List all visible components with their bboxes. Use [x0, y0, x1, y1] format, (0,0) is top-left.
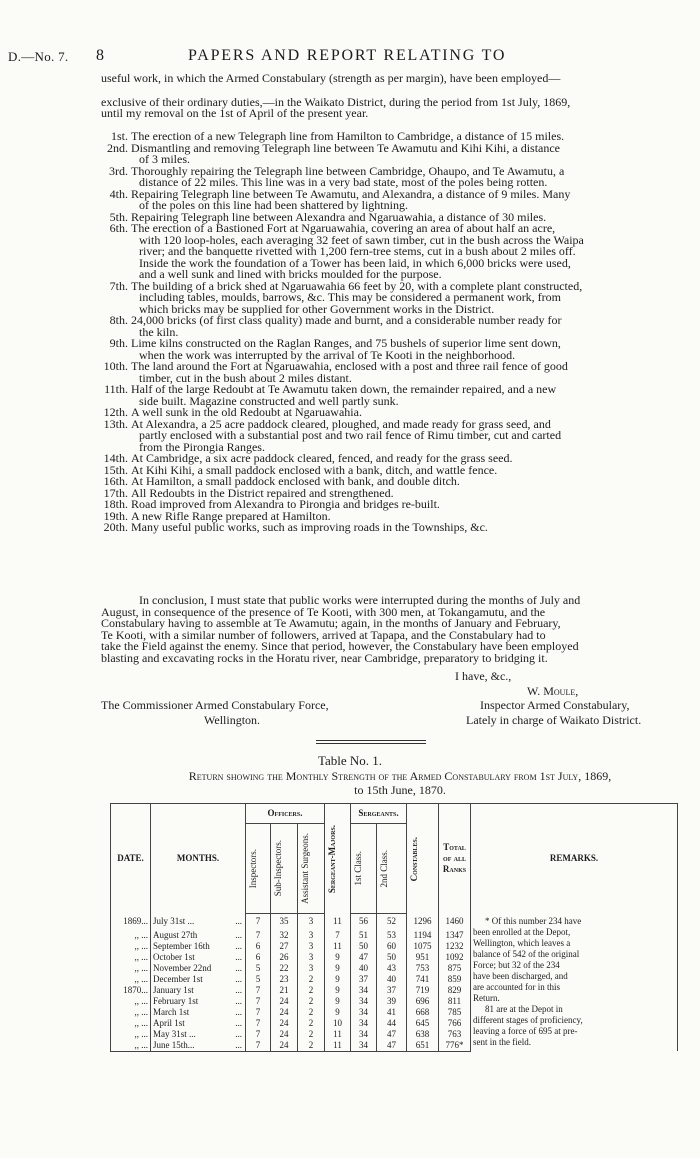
remarks-line: balance of 542 of the original: [473, 948, 580, 959]
cell-c1: 34: [351, 1007, 377, 1018]
cell-asst: 2: [298, 1007, 325, 1018]
column-header-2nd-class: 2nd Class.: [377, 824, 407, 914]
item-number: 5th.: [109, 209, 128, 224]
cell-month: [151, 914, 246, 930]
cell-const: 696: [407, 996, 439, 1007]
work-item-continuation: partly enclosed with a substantial post and two rail fence of Rimu timber, cut and carted: [139, 428, 562, 442]
divider: [316, 743, 426, 744]
item-text: At Alexandra, a 25 acre paddock cleared, ploughed, and made ready for grass seed, and: [131, 416, 551, 431]
leader-dots: ...: [235, 951, 242, 962]
item-text: A new Rifle Range prepared at Hamilton.: [131, 508, 331, 523]
cell-sm: 9: [325, 963, 351, 974]
month-label: February 1st: [153, 995, 199, 1006]
item-number: 12th.: [103, 405, 128, 419]
leader-dots: ...: [235, 929, 242, 940]
cell-total: 1092: [439, 952, 471, 963]
cell-total: 785: [439, 1007, 471, 1018]
table-row: [111, 914, 678, 930]
work-item-continuation: timber, cut in the bush about 2 miles distant.: [139, 370, 352, 385]
cell-total: 1347: [439, 930, 471, 941]
item-text: Many useful public works, such as improving roads in the Townships, &c.: [131, 520, 488, 534]
month-label: April 1st: [153, 1017, 185, 1028]
cell-sub: 24: [271, 1018, 298, 1029]
leader-dots: ...: [235, 995, 242, 1006]
column-group-officers: Officers.: [246, 804, 325, 824]
month-label: October 1st: [153, 951, 195, 962]
leader-dots: ...: [235, 984, 242, 995]
work-item-continuation: river; and the banquette rivetted with 1,200 fern-tree stems, cut in a bush about 2 miles off.: [139, 244, 576, 258]
item-number: 15th.: [103, 462, 128, 477]
cell-c1: 34: [351, 1018, 377, 1029]
item-text: Dismantling and removing Telegraph line between Te Awamutu and Kihi Kihi, a distance: [131, 140, 561, 155]
remarks-line: Return.: [473, 992, 500, 1003]
cell-c1: 56: [351, 914, 377, 930]
work-item-continuation: of 3 miles.: [139, 152, 190, 166]
cell-sm: 11: [325, 941, 351, 952]
item-number: 10th.: [103, 359, 128, 373]
cell-c2: 39: [377, 996, 407, 1007]
addressee-location: Wellington.: [204, 713, 261, 727]
month-label: September 16th: [153, 940, 210, 951]
item-number: 18th.: [103, 497, 128, 511]
cell-sub: 24: [271, 1040, 298, 1052]
cell-const: 651: [407, 1040, 439, 1052]
conclusion-line: blasting and excavating rocks in the Horatu river, near Cambridge, preparatory to bridging it.: [101, 650, 548, 665]
cell-const: 741: [407, 974, 439, 985]
column-header-sergeant-majors: Sergeant-Majors.: [325, 804, 351, 914]
signatory-title: Inspector Armed Constabulary,: [480, 698, 630, 712]
cell-asst: 3: [298, 914, 325, 930]
item-number: 14th.: [103, 451, 128, 465]
cell-asst: 2: [298, 1040, 325, 1052]
cell-insp: 5: [246, 963, 271, 974]
cell-insp: 7: [246, 914, 271, 930]
cell-asst: 3: [298, 952, 325, 963]
column-header-sub-inspectors: Sub-Inspectors.: [271, 824, 298, 914]
cell-total: 859: [439, 974, 471, 985]
cell-const: 668: [407, 1007, 439, 1018]
cell-insp: 7: [246, 985, 271, 996]
item-number: 11th.: [104, 382, 128, 396]
cell-c2: 47: [377, 1029, 407, 1040]
column-header-constables: Constables.: [407, 804, 439, 914]
cell-c2: 40: [377, 974, 407, 985]
conclusion-line: August, in consequence of the presence of Te Kooti, with 300 men, at Tokangamutu, and the: [101, 604, 546, 619]
cell-sm: 11: [325, 1029, 351, 1040]
column-header-remarks: REMARKS.: [471, 804, 678, 914]
work-item-continuation: which bricks may be supplied for other Government works in the District.: [139, 301, 495, 316]
work-item-continuation: including tables, moulds, barrows, &c. This may be considered a permanent work, from: [139, 290, 562, 304]
cell-insp: 7: [246, 1007, 271, 1018]
month-label: June 15th...: [153, 1039, 195, 1050]
leader-dots: ...: [235, 1039, 242, 1050]
cell-c2: 44: [377, 1018, 407, 1029]
cell-sub: 22: [271, 963, 298, 974]
leader-dots: ...: [235, 1028, 242, 1039]
conclusion-line: In conclusion, I must state that public works were interrupted during the months of July and: [139, 593, 581, 607]
cell-c2: 60: [377, 941, 407, 952]
cell-sm: 9: [325, 996, 351, 1007]
leader-dots: ...: [235, 1017, 242, 1028]
cell-sm: 9: [325, 985, 351, 996]
item-number: 17th.: [103, 485, 128, 500]
cell-asst: 2: [298, 974, 325, 985]
item-text: At Hamilton, a small paddock enclosed with bank, and double ditch.: [131, 474, 460, 488]
cell-date: ,, ...: [111, 963, 151, 974]
column-header-total: Total of all Ranks: [439, 804, 471, 914]
cell-c2: 47: [377, 1040, 407, 1052]
item-text: All Redoubts in the District repaired and strengthened.: [131, 485, 394, 500]
table-title: Table No. 1.: [317, 753, 383, 768]
work-item-continuation: from the Pirongia Ranges.: [139, 439, 265, 454]
work-item-continuation: and a well sunk and lined with bricks moulded for the purpose.: [139, 267, 442, 281]
work-item-continuation: the kiln.: [139, 324, 179, 339]
intro-paragraph: [101, 73, 570, 120]
cell-const: 1194: [407, 930, 439, 941]
item-text: The erection of a new Telegraph line from Hamilton to Cambridge, a distance of 15 miles.: [131, 129, 565, 143]
column-header-inspectors: Inspectors.: [246, 824, 271, 914]
month-label: July 31st ...: [153, 916, 195, 926]
cell-insp: 7: [246, 930, 271, 941]
intro-line: exclusive of their ordinary duties,—in the Waikato District, during the period from 1st July, 1869,: [101, 94, 571, 109]
page-header: [8, 47, 684, 69]
cell-c1: 40: [351, 963, 377, 974]
table-subtitle: to 15th June, 1870.: [354, 783, 446, 797]
cell-c2: 37: [377, 985, 407, 996]
conclusion-line: Te Kooti, with a similar number of followers, arrived at Tapapa, and the Constabulary had to: [101, 627, 546, 642]
cell-date: ,, ...: [111, 974, 151, 985]
remarks-line: leaving a force of 695 at pre-: [473, 1025, 578, 1036]
cell-month: [151, 985, 246, 996]
leader-dots: ...: [235, 962, 242, 973]
remarks-line: different stages of proficiency,: [473, 1014, 583, 1025]
conclusion-line: Constabulary having to assemble at Te Awamutu; again, in the months of January and February,: [101, 616, 561, 630]
item-text: Repairing Telegraph line between Te Awamutu, and Alexandra, a distance of 9 miles. Many: [131, 186, 571, 201]
cell-sub: 24: [271, 1007, 298, 1018]
cell-sub: 24: [271, 1029, 298, 1040]
item-number: 1st.: [110, 129, 128, 143]
month-label: August 27th: [153, 929, 198, 940]
conclusion-paragraph: [101, 595, 580, 664]
cell-asst: 3: [298, 930, 325, 941]
cell-c2: 41: [377, 1007, 407, 1018]
cell-asst: 3: [298, 941, 325, 952]
cell-asst: 2: [298, 1018, 325, 1029]
cell-total: 875: [439, 963, 471, 974]
cell-c1: 34: [351, 996, 377, 1007]
cell-sub: 24: [271, 996, 298, 1007]
closing: I have, &c.,: [455, 669, 512, 683]
cell-insp: 6: [246, 952, 271, 963]
month-label: December 1st: [153, 973, 203, 984]
item-number: 4th.: [109, 186, 128, 201]
item-text: Lime kilns constructed on the Raglan Ranges, and 75 bushels of superior lime sent down,: [131, 336, 561, 350]
cell-month: [151, 996, 246, 1007]
cell-asst: 3: [298, 963, 325, 974]
month-label: March 1st: [153, 1006, 190, 1017]
work-item: [101, 522, 584, 534]
item-text: A well sunk in the old Redoubt at Ngaruawahia.: [131, 405, 362, 419]
cell-asst: 2: [298, 985, 325, 996]
cell-const: 1075: [407, 941, 439, 952]
item-text: Half of the large Redoubt at Te Awamutu taken down, the remainder repaired, and a new: [131, 382, 557, 396]
month-label: November 22nd: [153, 962, 212, 973]
cell-month: [151, 930, 246, 941]
cell-c1: 37: [351, 974, 377, 985]
cell-const: 645: [407, 1018, 439, 1029]
cell-total: 811: [439, 996, 471, 1007]
leader-dots: ...: [235, 940, 242, 951]
cell-c2: 53: [377, 930, 407, 941]
cell-sub: 23: [271, 974, 298, 985]
cell-total: 1232: [439, 941, 471, 952]
addressee: The Commissioner Armed Constabulary Force,: [101, 698, 329, 712]
cell-total: 776*: [439, 1040, 471, 1052]
cell-month: [151, 1029, 246, 1040]
work-item-continuation: Inside the work the foundation of a Tower has been laid, in which 6,000 bricks were used,: [139, 255, 571, 270]
remarks-line: * Of this number 234 have: [485, 915, 582, 926]
cell-asst: 2: [298, 996, 325, 1007]
work-item-continuation: distance of 22 miles. This line was in a very bad state, most of the poles being rotten.: [139, 175, 548, 189]
cell-date: ,, ...: [111, 1029, 151, 1040]
item-text: Repairing Telegraph line between Alexandra and Ngaruawahia, a distance of 30 miles.: [131, 209, 547, 224]
cell-total: 763: [439, 1029, 471, 1040]
item-text: Thoroughly repairing the Telegraph line between Cambridge, Ohaupo, and Te Awamutu, a: [131, 163, 565, 178]
item-number: 13th.: [103, 416, 128, 431]
item-number: 6th.: [109, 221, 128, 235]
work-item-continuation: with 120 loop-holes, each averaging 32 feet of sawn timber, cut in the bush across the Waipa: [139, 232, 584, 247]
cell-sm: 9: [325, 974, 351, 985]
cell-date: ,, ...: [111, 941, 151, 952]
page-number: 8: [96, 47, 104, 64]
cell-month: [151, 952, 246, 963]
remarks-line: Wellington, which leaves a: [473, 937, 571, 948]
remarks-line: sent in the field.: [473, 1036, 531, 1047]
cell-sm: 9: [325, 1007, 351, 1018]
cell-sub: 32: [271, 930, 298, 941]
cell-total: 829: [439, 985, 471, 996]
month-label: January 1st: [153, 984, 194, 995]
cell-date: ,, ...: [111, 930, 151, 941]
cell-month: [151, 974, 246, 985]
cell-sm: 9: [325, 952, 351, 963]
remarks-line: are accounted for in this: [473, 981, 560, 992]
item-number: 20th.: [103, 520, 128, 534]
cell-month: [151, 1040, 246, 1052]
leader-dots: ...: [235, 916, 242, 926]
column-header-assistant-surgeons: Assistant Surgeons.: [298, 824, 325, 914]
item-text: Road improved from Alexandra to Pirongia and bridges re-built.: [131, 497, 440, 511]
work-item-continuation: when the work was interrupted by the arrival of Te Kooti in the neighborhood.: [139, 347, 516, 362]
signatory-name: W. Moule,: [527, 684, 579, 698]
cell-c1: 50: [351, 941, 377, 952]
cell-insp: 7: [246, 1018, 271, 1029]
item-number: 16th.: [103, 474, 128, 488]
cell-c1: 47: [351, 952, 377, 963]
cell-month: [151, 963, 246, 974]
cell-sm: 11: [325, 1040, 351, 1052]
month-label: May 31st ...: [153, 1028, 196, 1039]
cell-c1: 51: [351, 930, 377, 941]
work-item-continuation: of the poles on this line had been shattered by lightning.: [139, 198, 408, 212]
cell-date: 1869...: [111, 914, 151, 930]
column-header-1st-class: 1st Class.: [351, 824, 377, 914]
cell-total: 1460: [439, 914, 471, 930]
cell-date: ,, ...: [111, 996, 151, 1007]
cell-c1: 34: [351, 1040, 377, 1052]
column-header-date: DATE.: [111, 804, 151, 914]
cell-c1: 34: [351, 985, 377, 996]
cell-insp: 7: [246, 1040, 271, 1052]
item-number: 19th.: [103, 508, 128, 523]
cell-date: ,, ...: [111, 952, 151, 963]
cell-sub: 26: [271, 952, 298, 963]
cell-const: 1296: [407, 914, 439, 930]
cell-date: ,, ...: [111, 1007, 151, 1018]
cell-c2: 43: [377, 963, 407, 974]
remarks-line: been enrolled at the Depot,: [473, 926, 571, 937]
item-number: 3rd.: [109, 163, 128, 178]
intro-line: useful work, in which the Armed Constabulary (strength as per margin), have been employed—: [101, 71, 561, 85]
strength-table: [110, 803, 678, 1052]
signatory-title: Lately in charge of Waikato District.: [466, 713, 642, 727]
remarks-cell: [471, 914, 678, 1052]
cell-total: 766: [439, 1018, 471, 1029]
cell-sub: 35: [271, 914, 298, 930]
cell-const: 719: [407, 985, 439, 996]
item-text: 24,000 bricks (of first class quality) made and burnt, and a considerable number ready for: [131, 313, 562, 327]
works-list: [101, 131, 584, 534]
cell-c1: 34: [351, 1029, 377, 1040]
item-text: At Cambridge, a six acre paddock cleared, fenced, and ready for the grass seed.: [131, 451, 513, 465]
leader-dots: ...: [235, 1006, 242, 1017]
table-subtitle: Return showing the Monthly Strength of the Armed Constabulary from 1st July, 1869,: [188, 769, 612, 783]
item-text: At Kihi Kihi, a small paddock enclosed with a bank, ditch, and wattle fence.: [131, 462, 498, 477]
item-number: 7th.: [109, 278, 128, 293]
column-group-sergeants: Sergeants.: [351, 804, 407, 824]
item-number: 9th.: [109, 336, 128, 350]
item-text: The building of a brick shed at Ngaruawahia 66 feet by 20, with a complete plant constructed,: [131, 278, 583, 293]
item-text: The land around the Fort at Ngaruawahia, enclosed with a post and three rail fence of good: [131, 359, 568, 373]
column-header-months: MONTHS.: [151, 804, 246, 914]
divider: [316, 740, 426, 741]
cell-insp: 7: [246, 996, 271, 1007]
cell-month: [151, 1018, 246, 1029]
work-item-continuation: side built. Magazine constructed and well partly sunk.: [139, 393, 399, 408]
cell-date: ,, ...: [111, 1018, 151, 1029]
cell-const: 951: [407, 952, 439, 963]
leader-dots: ...: [235, 973, 242, 984]
cell-insp: 6: [246, 941, 271, 952]
cell-const: 638: [407, 1029, 439, 1040]
cell-date: ,, ...: [111, 1040, 151, 1052]
cell-c2: 52: [377, 914, 407, 930]
cell-sm: 7: [325, 930, 351, 941]
cell-date: 1870...: [111, 985, 151, 996]
item-text: The erection of a Bastioned Fort at Ngaruawahia, covering an area of about half an acre,: [131, 221, 556, 235]
cell-sub: 21: [271, 985, 298, 996]
cell-asst: 2: [298, 1029, 325, 1040]
conclusion-line: take the Field against the enemy. Since that period, however, the Constabulary have been employed: [101, 639, 579, 653]
item-number: 8th.: [109, 313, 128, 327]
cell-insp: 7: [246, 1029, 271, 1040]
cell-sub: 27: [271, 941, 298, 952]
cell-sm: 11: [325, 914, 351, 930]
cell-c2: 50: [377, 952, 407, 963]
cell-const: 753: [407, 963, 439, 974]
page-title: PAPERS AND REPORT RELATING TO: [188, 47, 507, 64]
cell-month: [151, 941, 246, 952]
remarks-line: Force; but 32 of the 234: [473, 959, 560, 970]
cell-month: [151, 1007, 246, 1018]
item-number: 2nd.: [107, 140, 128, 155]
cell-insp: 5: [246, 974, 271, 985]
remarks-line: have been discharged, and: [473, 970, 568, 981]
cell-sm: 10: [325, 1018, 351, 1029]
remarks-line: 81 are at the Depot in: [485, 1003, 563, 1014]
intro-line: until my removal on the 1st of April of the present year.: [101, 106, 369, 120]
document-reference: D.—No. 7.: [8, 49, 69, 64]
